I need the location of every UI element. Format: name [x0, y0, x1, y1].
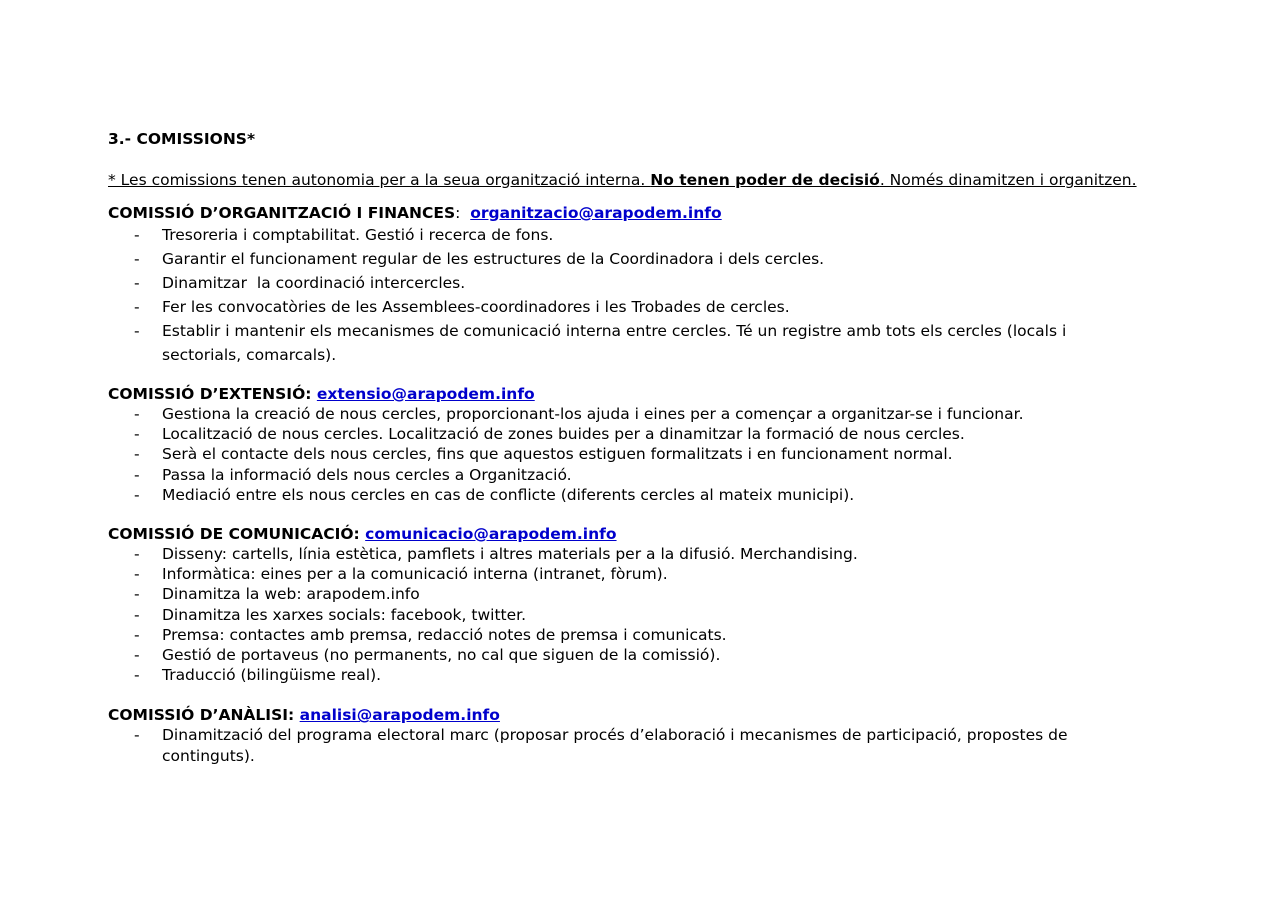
note-text-end: . Només dinamitzen i organitzen.	[879, 171, 1137, 189]
email-link-comunicacio[interactable]: comunicacio@arapodem.info	[365, 525, 617, 544]
list-item	[108, 485, 1148, 505]
list-item-text: Dinamitza les xarxes socials: facebook, twitter.	[162, 605, 527, 624]
bullet-dash: -	[134, 425, 140, 444]
list-item-text: Dinamitza la web: arapodem.info	[162, 585, 420, 604]
list-item	[108, 424, 1148, 444]
bullet-dash: -	[134, 322, 140, 340]
list-item-text: Mediació entre els nous cercles en cas de conflicte (diferents cercles al mateix municipi).	[162, 485, 855, 504]
list-item-text: Gestiona la creació de nous cercles, proporcionant-los ajuda i eines per a començar a organitzar-se i funcionar.	[162, 405, 1024, 423]
section-title-text: COMISSIÓ D’ORGANITZACIÓ I FINANCES	[108, 204, 456, 222]
list-organitzacio	[108, 223, 1148, 367]
bullet-dash: -	[134, 274, 140, 292]
bullet-dash: -	[134, 298, 140, 316]
list-item-text: Establir i mantenir els mecanismes de comunicació interna entre cercles. Té un registre amb tots els cercles (locals i sectorials, comarcals).	[162, 322, 1067, 364]
list-item	[108, 465, 1148, 485]
section-title-text: COMISSIÓ DE COMUNICACIÓ:	[108, 525, 360, 544]
bullet-dash: -	[134, 625, 140, 644]
bullet-dash: -	[134, 405, 140, 423]
bullet-dash: -	[134, 605, 140, 624]
list-item	[108, 271, 1148, 295]
list-item-text: Traducció (bilingüisme real).	[162, 666, 382, 685]
list-item	[108, 544, 1148, 564]
list-item	[108, 319, 1148, 367]
list-item	[108, 725, 1148, 765]
bullet-dash: -	[134, 646, 140, 665]
bullet-dash: -	[134, 726, 140, 745]
note-bold-text: No tenen poder de decisió	[650, 171, 880, 189]
bullet-dash: -	[134, 250, 140, 268]
list-item	[108, 584, 1148, 604]
list-item	[108, 625, 1148, 645]
bullet-dash: -	[134, 585, 140, 604]
section-title-analisi	[108, 705, 1148, 725]
bullet-dash: -	[134, 565, 140, 584]
email-link-analisi[interactable]: analisi@arapodem.info	[299, 706, 500, 725]
list-item	[108, 223, 1148, 247]
bullet-dash: -	[134, 666, 140, 685]
list-item-text: Passa la informació dels nous cercles a Organització.	[162, 465, 572, 484]
bullet-dash: -	[134, 226, 140, 244]
bullet-dash: -	[134, 465, 140, 484]
list-extensio	[108, 404, 1148, 505]
list-item-text: Gestió de portaveus (no permanents, no cal que siguen de la comissió).	[162, 646, 721, 665]
list-item-text: Dinamitzar la coordinació intercercles.	[162, 274, 466, 292]
list-comunicacio	[108, 544, 1148, 685]
autonomy-note	[108, 170, 1148, 192]
list-item	[108, 404, 1148, 424]
list-item-text: Tresoreria i comptabilitat. Gestió i recerca de fons.	[162, 226, 554, 244]
bullet-dash: -	[134, 545, 140, 564]
list-item-text: Localització de nous cercles. Localització de zones buides per a dinamitzar la formació de nous cercles.	[162, 425, 965, 444]
document-page	[108, 129, 1148, 766]
page-heading: 3.- COMISSIONS*	[108, 130, 256, 148]
list-analisi	[108, 725, 1148, 765]
section-title-text: COMISSIÓ D’EXTENSIÓ:	[108, 385, 312, 403]
list-item	[108, 564, 1148, 584]
list-item-text: Serà el contacte dels nous cercles, fins que aquestos estiguen formalitzats i en funcionament normal.	[162, 445, 953, 464]
bullet-dash: -	[134, 485, 140, 504]
list-item-text: Informàtica: eines per a la comunicació interna (intranet, fòrum).	[162, 565, 668, 584]
list-item	[108, 645, 1148, 665]
list-item	[108, 605, 1148, 625]
list-item-text: Disseny: cartells, línia estètica, pamflets i altres materials per a la difusió. Merchandising.	[162, 545, 858, 564]
list-item-text: Premsa: contactes amb premsa, redacció notes de premsa i comunicats.	[162, 625, 727, 644]
list-item-text: Fer les convocatòries de les Assemblees-coordinadores i les Trobades de cercles.	[162, 298, 790, 316]
email-link-extensio[interactable]: extensio@arapodem.info	[316, 385, 535, 403]
list-item	[108, 444, 1148, 464]
list-item-text: Dinamització del programa electoral marc (proposar procés d’elaboració i mecanismes de participació, propostes de continguts).	[162, 726, 1068, 765]
section-title-text: COMISSIÓ D’ANÀLISI:	[108, 706, 295, 725]
section-title-comunicacio	[108, 524, 1148, 544]
list-item	[108, 665, 1148, 685]
bullet-dash: -	[134, 445, 140, 464]
list-item	[108, 247, 1148, 271]
list-item	[108, 295, 1148, 319]
email-link-organitzacio[interactable]: organitzacio@arapodem.info	[470, 204, 722, 222]
list-item-text: Garantir el funcionament regular de les estructures de la Coordinadora i dels cercles.	[162, 250, 825, 268]
section-title-extensio	[108, 384, 1148, 404]
section-title-organitzacio	[108, 203, 1148, 223]
section-title-separator: :	[455, 204, 471, 222]
note-text-start: * Les comissions tenen autonomia per a la seua organització interna.	[108, 171, 651, 189]
